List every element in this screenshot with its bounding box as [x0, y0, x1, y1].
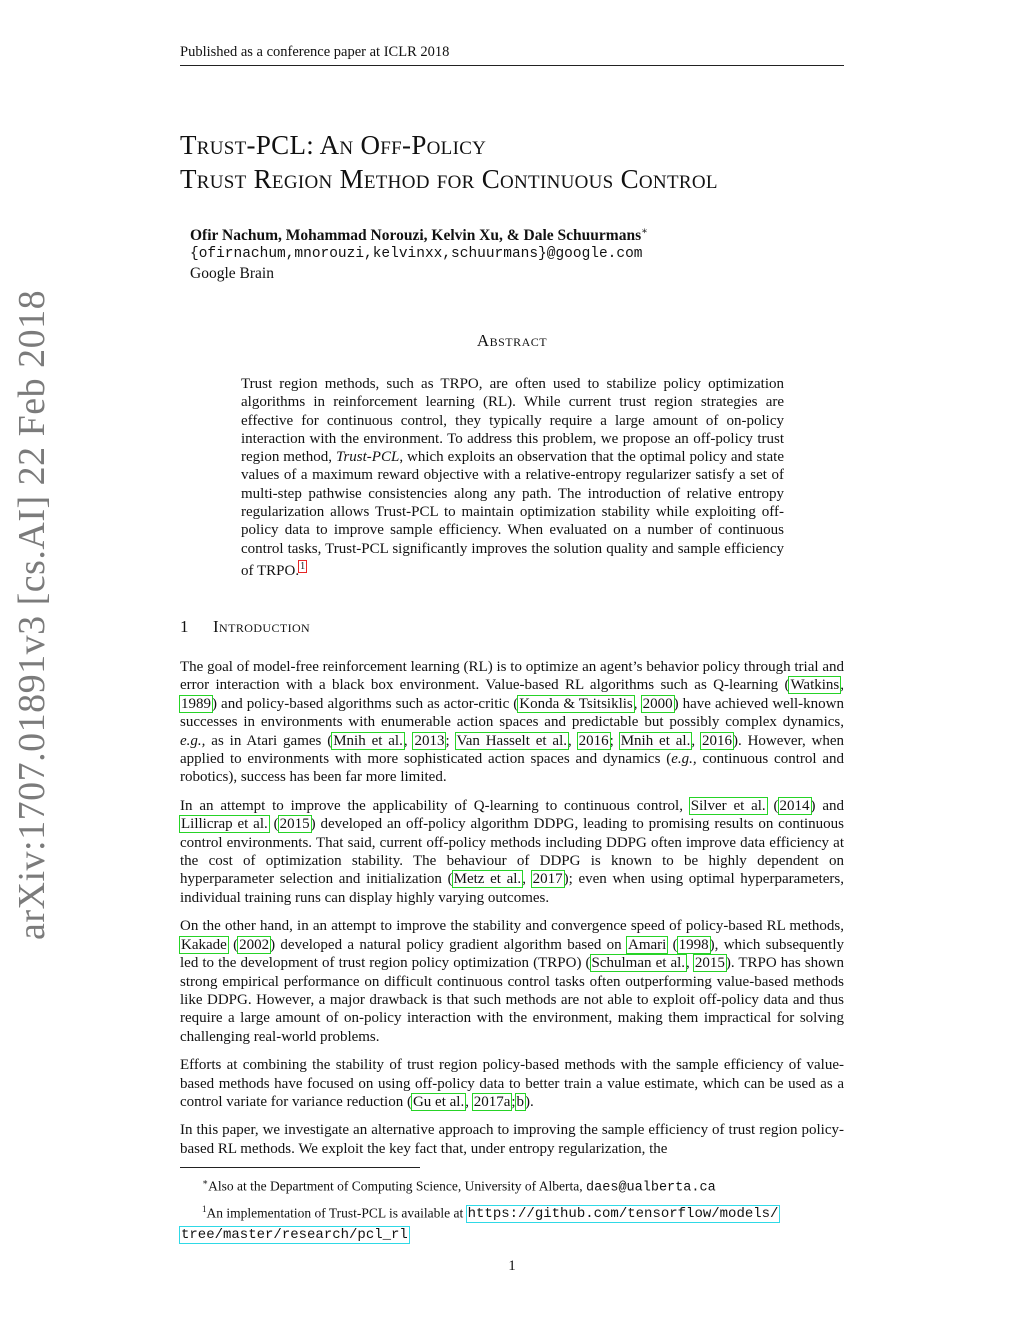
citation-link[interactable]: Watkins: [790, 677, 840, 694]
citation-link[interactable]: 2015: [279, 816, 310, 833]
citation-link[interactable]: Amari: [628, 936, 667, 953]
citation-link[interactable]: 2017: [532, 871, 563, 888]
text-run: ), which subsequently led to the development of trust region policy optimization (TRPO) (: [180, 936, 844, 972]
text-run: In an attempt to improve the applicability of Q-learning to continuous control,: [180, 797, 690, 814]
text-run: ,: [840, 677, 844, 694]
text-run: The goal of model-free reinforcement learning (RL) is to optimize an agent’s behavior policy through trial and error interaction with a black box environment. Value-based RL algorithms such as Q-learning (: [180, 659, 844, 694]
citation-link[interactable]: Gu et al.: [412, 1093, 465, 1110]
footnote-link-1[interactable]: 1: [300, 560, 306, 572]
title-line-1: Trust-PCL: An Off-Policy: [180, 130, 487, 160]
code-url-link[interactable]: https://github.com/tensorflow/models/: [467, 1206, 779, 1222]
citation-link[interactable]: Lillicrap et al.: [181, 816, 268, 833]
code-url-link-continued[interactable]: tree/master/research/pcl_rl: [181, 1227, 408, 1243]
text-run: (: [268, 816, 279, 833]
paragraph-2: [180, 797, 844, 907]
text-run: ).: [525, 1093, 534, 1110]
title-line-2: Trust Region Method for Continuous Control: [180, 164, 718, 194]
text-run: On the other hand, in an attempt to improve the stability and convergence speed of policy-based RL methods,: [180, 918, 844, 935]
paragraph-4: [180, 1056, 844, 1111]
running-header: Published as a conference paper at ICLR 2018: [180, 44, 844, 66]
footnote-text: An implementation of Trust-PCL is available at: [206, 1205, 467, 1220]
citation-link[interactable]: 2013: [414, 732, 445, 749]
citation-link[interactable]: 1998: [678, 936, 709, 953]
abstract-part-2: , which exploits an observation that the optimal policy and state values of a maximum reward objective with a relative-entropy regularizer satisfy a set of multi-step pathwise consistencies along any path. The introduction of relative entropy regularization allows Trust-PCL to maintain optimization stability while exploiting off-policy data to improve sample efficiency. When evaluated on a number of continuous control tasks, Trust-PCL significantly improves the solution quality and sample efficiency of TRPO.: [241, 449, 784, 579]
section-title: Introduction: [213, 617, 311, 636]
text-run: (: [227, 936, 239, 953]
author-emails: {ofirnachum,mnorouzi,kelvinxx,schuurmans}@google.com: [190, 246, 643, 262]
footnote-text: Also at the Department of Computing Science, University of Alberta,: [208, 1178, 587, 1194]
text-run: continuous control and robotics), success has been far more limited.: [180, 751, 844, 786]
text-run: Efforts at combining the stability of trust region policy-based methods with the sample efficiency of value-based methods have focused on using off-policy data to better train a value estimate, which can be used as a control variate for variance reduction (: [180, 1057, 844, 1110]
abstract-heading: Abstract: [476, 331, 548, 350]
footnote-rule: [180, 1167, 420, 1168]
text-run: ) have achieved well-known successes in environments with enumerable action spaces and predictable but possibly complex dynamics,: [180, 695, 844, 731]
footnote-2: [180, 1199, 844, 1225]
text-run: as in Atari games (: [205, 732, 333, 749]
citation-link[interactable]: 2016: [578, 732, 609, 749]
citation-link[interactable]: 2015: [694, 955, 725, 972]
author-names: Ofir Nachum, Mohammad Norouzi, Kelvin Xu, & Dale Schuurmans: [190, 227, 642, 245]
citation-link[interactable]: Mnih et al.: [333, 732, 403, 749]
footnote-1: [180, 1172, 844, 1199]
affiliation: Google Brain: [190, 265, 274, 282]
footnote-email: daes@ualberta.ca: [586, 1180, 716, 1196]
paragraph-5: In this paper, we investigate an alternative approach to improving the sample efficiency of trust region policy-based RL methods. We exploit the key fact that, under entropy regularization, the: [180, 1122, 844, 1157]
text-run: ) and policy-based algorithms such as actor-critic (: [212, 695, 519, 712]
text-run: ). TRPO has shown strong empirical performance on difficult continuous control tasks often outperforming value-based methods like DDPG. However, a major drawback is that such methods are not able to exploit off-policy data and thus require a large amount of on-policy interaction with the environment, making them impractical for solving challenging real-world problems.: [180, 955, 845, 1045]
citation-link[interactable]: Metz et al.: [453, 871, 522, 888]
citation-link[interactable]: 2000: [642, 695, 673, 712]
citation-link[interactable]: Van Hasselt et al.: [456, 732, 568, 749]
method-name: Trust-PCL: [335, 449, 400, 466]
paper-title: [180, 128, 860, 196]
citation-link[interactable]: b: [516, 1093, 525, 1110]
text-run: ,: [686, 955, 694, 972]
text-run: ) developed an off-policy algorithm DDPG, leading to promising results on continuous control environments. That said, current off-policy methods including DDPG often improve data efficiency at the cost of optimization stability. The behaviour of DDPG is known to be highly dependent on hyperparameter selection and initialization (: [180, 816, 845, 888]
paragraph-1: [180, 658, 844, 787]
text-run: ). However, when applied to environments with more sophisticated action spaces and dynamics (: [180, 732, 845, 768]
text-run: ); even when using optimal hyperparameters, individual training runs can display highly varying outcomes.: [180, 871, 845, 906]
text-run: (: [667, 936, 678, 953]
citation-link[interactable]: Mnih et al.: [620, 732, 691, 749]
text-run: ,: [633, 695, 642, 712]
footnote-mark: ∗: [202, 1177, 209, 1187]
text-run: ,: [403, 732, 414, 749]
citation-link[interactable]: Silver et al.: [690, 797, 766, 814]
footnotes: [180, 1172, 844, 1245]
text-run: ,: [522, 871, 532, 888]
author-list: [190, 226, 648, 245]
text-run: ,: [691, 732, 701, 749]
footnote-mark: 1: [202, 1203, 207, 1214]
footnote-2-continued: [180, 1224, 844, 1245]
paragraph-3: [180, 917, 844, 1046]
page-number: 1: [508, 1258, 516, 1274]
text-run: ) and: [810, 797, 844, 814]
emphasis: e.g.,: [180, 732, 206, 749]
citation-link[interactable]: 2002: [239, 936, 270, 953]
citation-link[interactable]: Schulman et al.: [591, 955, 686, 972]
section-heading: [180, 617, 310, 637]
text-run: ;: [609, 732, 620, 749]
text-run: ,: [465, 1093, 473, 1110]
text-run: (: [766, 797, 779, 814]
text-run: ,: [568, 732, 578, 749]
abstract-part-1: Trust region methods, such as TRPO, are often used to stabilize policy optimization algorithms in reinforcement learning (RL). While current trust region strategies are effective for continuous control, they typically require a large amount of on-policy interaction with the environment. To address this problem, we propose an off-policy trust region method,: [241, 376, 784, 466]
section-number: 1: [180, 617, 189, 636]
text-run: ;: [445, 732, 456, 749]
citation-link[interactable]: 2016: [701, 732, 732, 749]
citation-link[interactable]: 1989: [181, 695, 211, 712]
author-footnote-mark: ∗: [641, 226, 648, 237]
text-run: ) developed a natural policy gradient algorithm based on: [270, 936, 627, 953]
citation-link[interactable]: Kakade: [181, 936, 227, 953]
arxiv-stamp: arXiv:1707.01891v3 [cs.AI] 22 Feb 2018: [11, 289, 53, 940]
emphasis: e.g.,: [671, 751, 697, 768]
abstract-text: [241, 375, 784, 580]
intro-body: [180, 658, 844, 1168]
citation-link[interactable]: 2017a: [473, 1093, 511, 1110]
citation-link[interactable]: 2014: [779, 797, 810, 814]
text-run: ;: [511, 1093, 516, 1110]
citation-link[interactable]: Konda & Tsitsiklis: [519, 695, 633, 712]
